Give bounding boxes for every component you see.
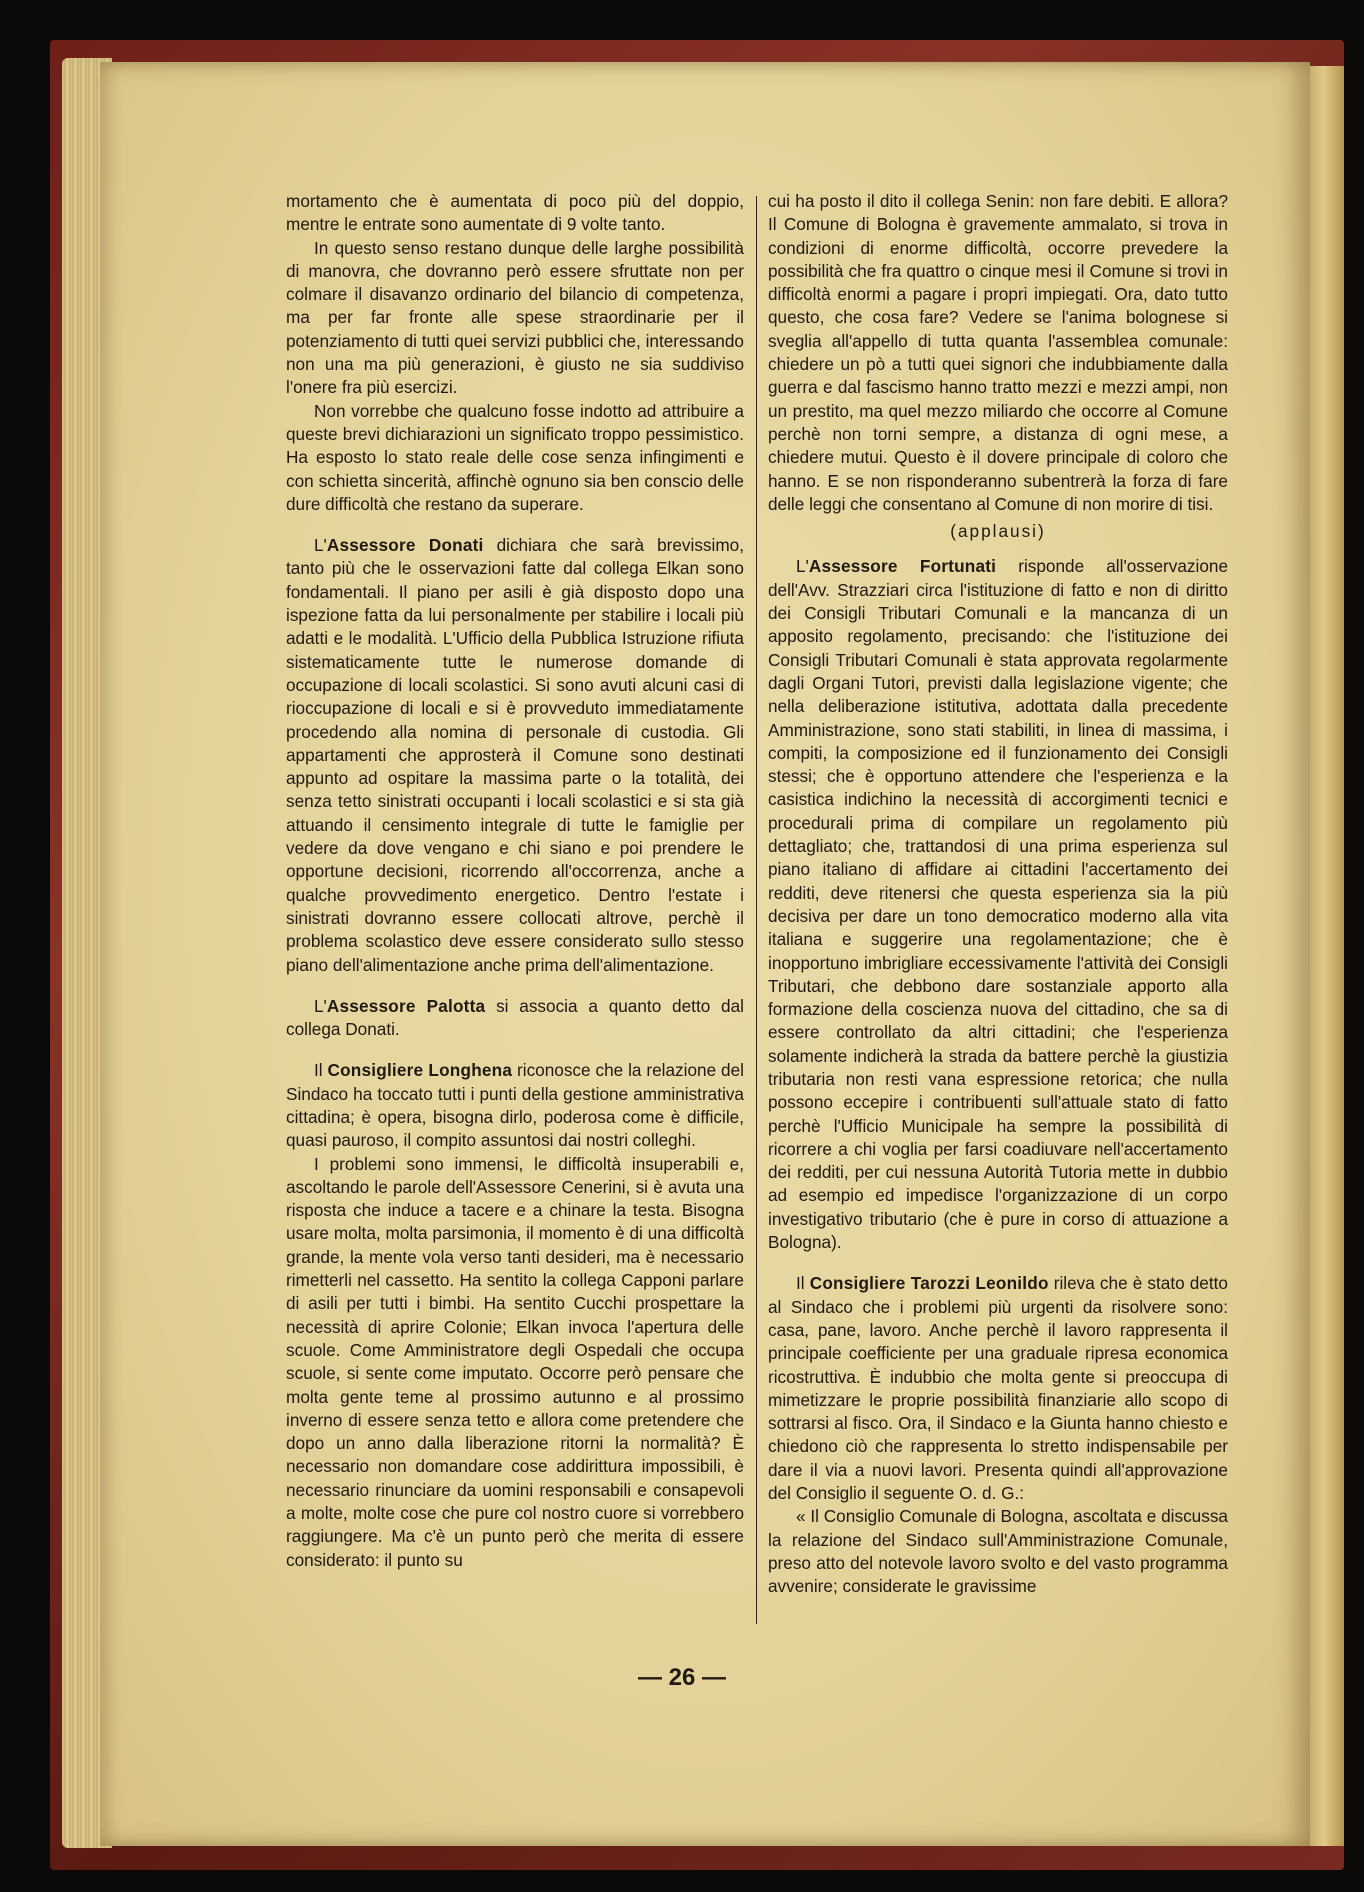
paragraph: In questo senso restano dunque delle larghe possibilità di manovra, che dovranno però essere sfruttate non per colmare il disavanzo ordinario del bilancio di competenza, ma per far fronte alle spese straordinarie per il potenziamento di tutti quei servizi pubblici che, interessando non una ma più generazioni, è giusto ne sia suddiviso l'onere fra più esercizi.	[286, 237, 744, 398]
speaker-name: Consigliere Longhena	[327, 1060, 513, 1081]
paragraph	[286, 1059, 744, 1152]
right-column	[768, 190, 1228, 1599]
paragraph: I problemi sono immensi, le difficoltà insuperabili e, ascoltando le parole dell'Assessore Cenerini, si è avuta una risposta che induce a tacere e a chinare la testa. Bisogna usare molta, molta parsimonia, il momento è di una difficoltà grande, la mente vola verso tanti desideri, ma è necessario rimetterli nel cassetto. Ha sentito la collega Capponi parlare di asili per tutti i bimbi. Ha sentito Cucchi prospettare la necessità di aprire Colonie; Elkan invoca l'apertura delle scuole. Come Amministratore degli Ospedali che occupa scuole, si sente come imputato. Occorre però pensare che molta gente teme al prossimo autunno e al prossimo inverno di essere senza tetto e allora come pretendere che dopo un anno dalla liberazione ritorni la normalità? È necessario non domandare cose addirittura impossibili, è necessario rinunciare da uomini responsabili e consapevoli a molte, molte cose che pure col nostro cuore si vorrebbero raggiungere. Ma c'è un punto però che merita di essere considerato: il punto su	[286, 1153, 744, 1570]
paragraph	[286, 534, 744, 977]
column-divider	[756, 196, 757, 1624]
speaker-name: Assessore Donati	[326, 535, 484, 556]
speaker-prefix: L'	[314, 995, 327, 1016]
speaker-prefix: Il	[796, 1273, 810, 1294]
applause-note: (applausi)	[950, 521, 1046, 542]
paragraph: cui ha posto il dito il collega Senin: non fare debiti. E allora? Il Comune di Bologna è gravemente ammalato, si trova in condizioni di enorme difficoltà, occorre prevedere la possibilità che fra quattro o cinque mesi il Comune si trovi in difficoltà enormi a pagare i propri impiegati. Ora, dato tutto questo, che cosa fare? Vedere se l'anima bolognese si sveglia all'appello di tutta quanta l'assemblea comunale: chiedere un pò a tutti quei signori che indubbiamente dalla guerra e dal fascismo hanno tratto mezzi e mezzi ampi, non un prestito, ma quel mezzo miliardo che occorre al Comune perchè non torni sempre, a distanza di ogni mese, a chiedere mutui. Questo è il dovere principale di coloro che hanno. E se non risponderanno subentrerà la forza di fare delle leggi che consentano al Comune di non morire di tisi.	[768, 191, 1228, 514]
left-column	[286, 190, 744, 1572]
paragraph: mortamento che è aumentata di poco più del doppio, mentre le entrate sono aumentate di 9 volte tanto.	[286, 191, 744, 235]
speech-text: risponde all'osservazione dell'Avv. Strazziari circa l'istituzione di fatto e non di diritto dei Consigli Tributari Comunali e la mancanza di un apposito regolamento, precisando: che l'istituzione dei Consigli Tributari Comunali è stata approvata regolarmente dagli Organi Tutori, previsti dalla legislazione vigente; che nella deliberazione istitutiva, adottata dalla precedente Amministrazione, sono stati stabiliti, in linea di massima, i compiti, la composizione ed il funzionamento dei Consigli stessi; che è opportuno attendere che l'esperienza e la casistica indichino la necessità di accorgimenti tecnici e procedurali prima di compilare un regolamento più dettagliato; che, trattandosi di una prima esperienza sul piano italiano di affidare ai cittadini l'accertamento dei redditi, deve ritenersi che questa esperienza sia la più decisiva per dare un tono democratico moderno alla vita italiana e suggerire una regolamentazione; che è inopportuno imbrigliare eccessivamente l'attività dei Consigli Tributari, che debbono dare sostanziale apporto alla formazione della coscienza nuova del cittadino, che sa di essere controllato da altri cittadini; che l'esperienza solamente indicherà la strada da battere perchè la giustizia tributaria non resti vana espressione retorica; che nulla possono eccepire i contribuenti sull'attuale stato di fatto perchè l'Ufficio Municipale ha sempre la possibilità di ricorrere a chi voglia per farsi coadiuvare nell'accertamento dei redditi, per cui nessuna Autorità Tutoria mette in dubbio ad esempio ed impedisce l'organizzazione di un corpo investigativo tributario (che è pure in corso di attuazione a Bologna).	[768, 556, 1228, 1253]
speech-text: dichiara che sarà brevissimo, tanto più che le osservazioni fatte dal collega Elkan sono fondamentali. Il piano per asili è già disposto dopo una ispezione fatta da lui personalmente per stabilire i locali più adatti e le modalità. L'Ufficio della Pubblica Istruzione rifiuta sistematicamente tutte le numerose domande di occupazione di locali scolastici. Si sono avuti alcuni casi di rioccupazione di locali e si è provveduto immediatamente procedendo alla nomina di personale di custodia. Gli appartamenti che approsterà il Comune sono destinati appunto ad ospitare la massima parte o la totalità, dei senza tetto sinistrati occupanti i locali scolastici e si sta già attuando il censimento integrale di tutte le famiglie per vedere da dove vengano e chi siano e poi prendere le opportune decisioni, ricorrendo all'occorrenza, anche a qualche provvedimento energetico. Dentro l'estate i sinistrati dovranno essere collocati altrove, perchè il problema scolastico deve essere considerato sullo stesso piano dell'alimentazione anche prima dell'alimentazione.	[286, 535, 744, 975]
speaker-name: Consigliere Tarozzi Leonildo	[809, 1273, 1049, 1294]
speech-text: rileva che è stato detto al Sindaco che i problemi più urgenti da risolvere sono: casa, pane, lavoro. Anche perchè il lavoro rappresenta il principale coefficiente per una graduale ripresa economica ricostruttiva. È indubbio che molta gente si preoccupa di mimetizzare le proprie possibilità finanziarie allo scopo di sottrarsi al fisco. Ora, il Sindaco e la Giunta hanno chiesto e chiedono ciò che rappresenta lo stretto indispensabile per dare il via a nuovi lavori. Presenta quindi all'approvazione del Consiglio il seguente O. d. G.:	[768, 1273, 1228, 1504]
facing-page-edge	[1310, 66, 1344, 1846]
speaker-prefix: Il	[314, 1060, 328, 1081]
paragraph	[768, 555, 1228, 1254]
page-number: — 26 —	[637, 1664, 727, 1691]
speaker-prefix: L'	[314, 535, 327, 556]
speaker-prefix: L'	[796, 556, 809, 577]
speaker-name: Assessore Fortunati	[808, 556, 997, 577]
paragraph: Non vorrebbe che qualcuno fosse indotto ad attribuire a queste brevi dichiarazioni un significato troppo pessimistico. Ha esposto lo stato reale delle cose senza infingimenti e con schietta sincerità, affinchè ognuno sia ben conscio delle dure difficoltà che restano da superare.	[286, 400, 744, 514]
paragraph: « Il Consiglio Comunale di Bologna, ascoltata e discussa la relazione del Sindaco sull'Amministrazione Comunale, preso atto del notevole lavoro svolto e del vasto programma avvenire; considerate le gravissime	[768, 1506, 1228, 1597]
paragraph	[286, 995, 744, 1042]
speaker-name: Assessore Palotta	[326, 995, 486, 1016]
speech-text: si associa a quanto detto dal collega Donati.	[286, 995, 744, 1040]
speech-text: riconosce che la relazione del Sindaco ha toccato tutti i punti della gestione amministrativa cittadina; è opera, bisogna dirlo, poderosa come è difficile, quasi pauroso, il compito assuntosi dai nostri colleghi.	[286, 1060, 744, 1151]
paragraph	[768, 1272, 1228, 1505]
